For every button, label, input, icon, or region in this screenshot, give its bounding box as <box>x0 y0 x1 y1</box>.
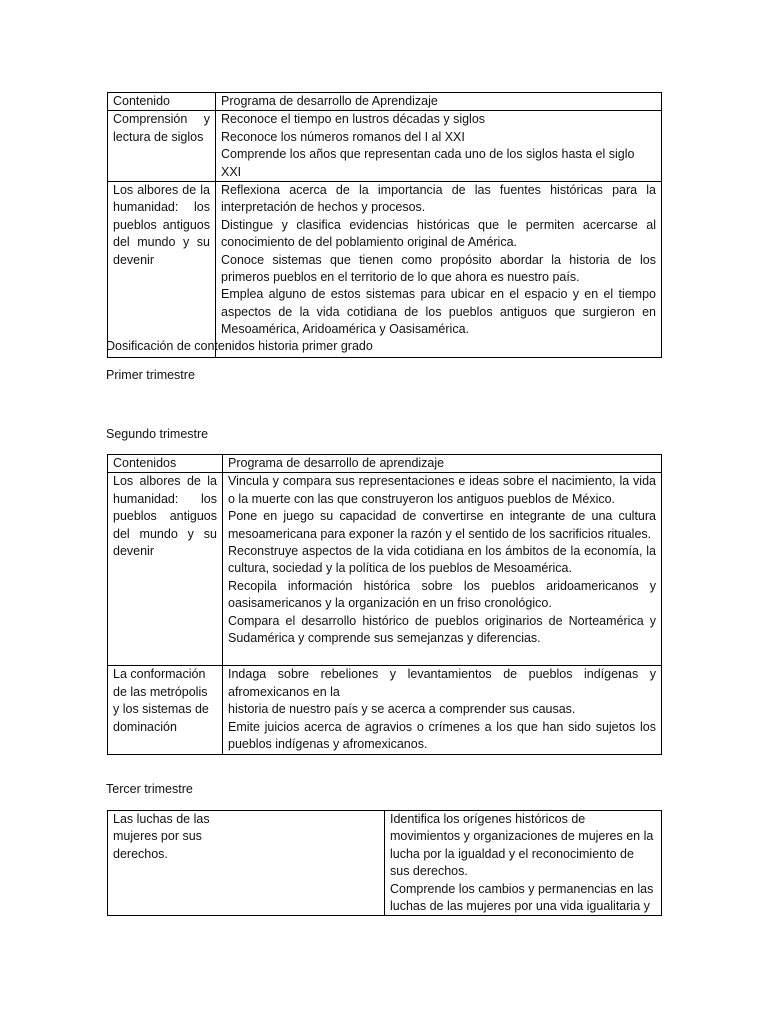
table-header-row <box>108 93 662 111</box>
learning-item: Conoce sistemas que tienen como propósito abordar la historia de los primeros pueblos en el territorio de lo que ahora es nuestro país. <box>221 252 656 285</box>
learning-item: Compara el desarrollo histórico de pueblos originarios de Norteamérica y Sudamérica y comprende sus semejanzas y diferencias. <box>228 613 656 646</box>
table-row <box>108 473 662 666</box>
learning-item: Pone en juego su capacidad de convertirse en integrante de una cultura mesoamericana para exponer la razón y el sentido de los sacrificios rituales. <box>228 509 656 541</box>
learning-item: Reconstruye aspectos de la vida cotidiana en los ámbitos de la economía, la cultura, sociedad y la política de los pueblos de Mesoamérica. <box>228 544 656 576</box>
content-cell <box>108 666 223 754</box>
learning-item: Reflexiona acerca de la importancia de las fuentes históricas para la interpretación de hechos y procesos. <box>221 183 656 215</box>
table-row <box>108 811 662 916</box>
table-row <box>108 111 662 182</box>
caption-dosificacion: Dosificación de contenidos historia primer grado <box>106 339 373 353</box>
learning-item: Identifica los orígenes históricos de movimientos y organizaciones de mujeres en la lucha por la igualdad y el reconocimiento de sus derechos. <box>390 812 654 879</box>
table-row <box>108 666 662 754</box>
content-text: Las luchas de las mujeres por sus derechos. <box>113 812 210 861</box>
learning-item: Indaga sobre rebeliones y levantamientos de pueblos indígenas y afromexicanos en la <box>228 667 656 699</box>
learning-item: Comprende los años que representan cada uno de los siglos hasta el siglo XXI <box>221 147 635 179</box>
header-cell: Programa de desarrollo de aprendizaje <box>223 455 662 473</box>
table-content-first <box>107 92 662 358</box>
content-text: Los albores de la humanidad: los pueblos antiguos del mundo y su devenir <box>113 183 210 267</box>
content-text: Los albores de la humanidad: los pueblos antiguos del mundo y su devenir <box>113 474 217 559</box>
learning-item: Distingue y clasifica evidencias históricas que le permiten acercarse al conocimiento de del poblamiento original de América. <box>221 217 656 250</box>
caption-primer-trimestre: Primer trimestre <box>106 368 195 382</box>
content-cell <box>108 811 385 916</box>
learning-item: Emite juicios acerca de agravios o crímenes a los que han sido sujetos los pueblos indígenas y afromexicanos. <box>228 719 656 752</box>
caption-tercer-trimestre: Tercer trimestre <box>106 782 193 796</box>
learning-item: historia de nuestro país y se acerca a comprender sus causas. <box>228 702 576 717</box>
table-row <box>108 182 662 358</box>
content-text: Comprensión y lectura de siglos <box>113 112 210 144</box>
learning-item: Reconoce el tiempo en lustros décadas y siglos <box>221 112 486 127</box>
table-content-second <box>107 454 662 755</box>
header-cell: Programa de desarrollo de Aprendizaje <box>216 93 662 111</box>
learning-item: Comprende los cambios y permanencias en las luchas de las mujeres por una vida igualitaria y <box>390 881 654 914</box>
learning-cell <box>216 111 662 182</box>
learning-cell <box>385 811 662 916</box>
learning-item: Recopila información histórica sobre los pueblos aridoamericanos y oasisamericanos y la organización en un friso cronológico. <box>228 578 656 611</box>
content-text: La conformación de las metrópolis y los sistemas de dominación <box>113 667 209 734</box>
table-content-third <box>107 810 662 916</box>
header-cell: Contenidos <box>108 455 223 473</box>
learning-cell <box>223 473 662 666</box>
content-cell <box>108 473 223 666</box>
learning-item: Reconoce los números romanos del I al XXI <box>221 129 465 144</box>
learning-item: Vincula y compara sus representaciones e ideas sobre el nacimiento, la vida o la muerte con las que construyeron los antiguos pueblos de México. <box>228 474 656 506</box>
learning-cell <box>223 666 662 754</box>
content-cell <box>108 111 216 182</box>
table-header-row <box>108 455 662 473</box>
header-cell: Contenido <box>108 93 216 111</box>
learning-cell <box>216 182 662 358</box>
content-cell <box>108 182 216 358</box>
caption-segundo-trimestre: Segundo trimestre <box>106 427 209 441</box>
learning-item: Emplea alguno de estos sistemas para ubicar en el espacio y en el tiempo aspectos de la vida cotidiana de los pueblos antiguos que surgieron en Mesoamérica, Aridoamérica y Oasisamérica. <box>221 287 656 337</box>
